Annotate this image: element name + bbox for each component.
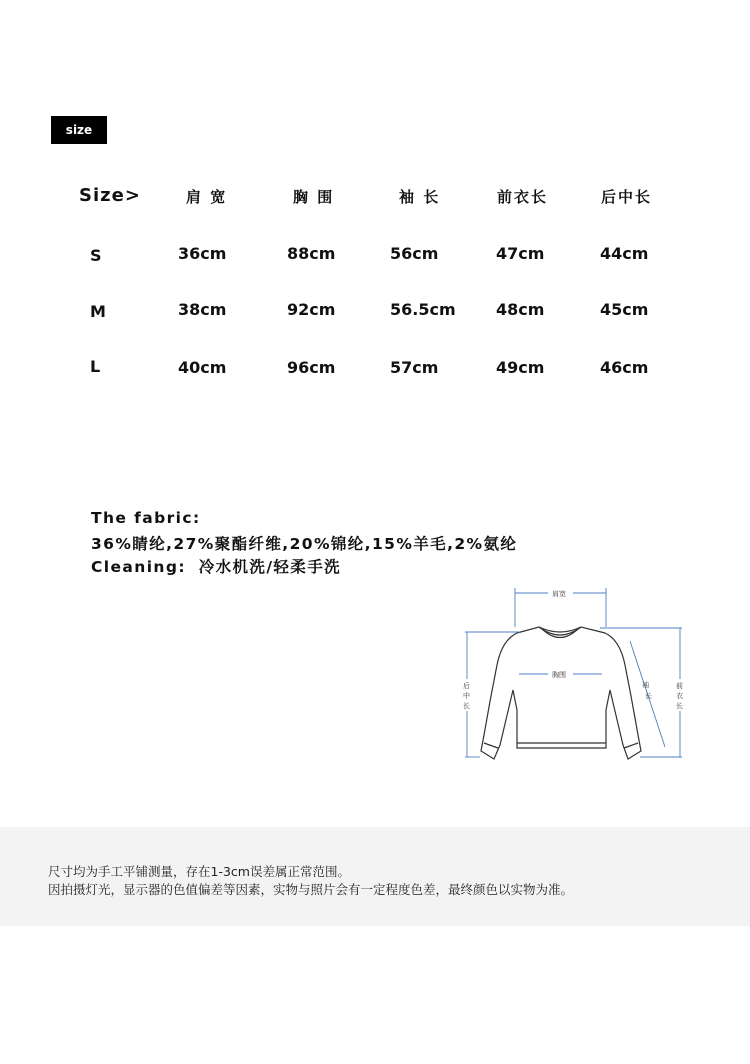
sweater-outline	[481, 627, 641, 759]
header-size: Size>	[79, 185, 141, 206]
cleaning-line	[91, 555, 341, 577]
table-cell: 56.5cm	[390, 300, 456, 319]
table-cell: 36cm	[178, 244, 227, 263]
measurement-lines	[465, 588, 682, 757]
table-cell: 44cm	[600, 244, 649, 263]
label-chest: 胸围	[552, 671, 566, 679]
label-front: 前	[676, 682, 683, 690]
row-l-label: L	[90, 357, 101, 376]
sweater-illustration	[460, 585, 690, 770]
diagram-labels	[462, 588, 685, 711]
table-cell: 49cm	[496, 358, 545, 377]
table-cell: 48cm	[496, 300, 545, 319]
label-shoulder: 肩宽	[552, 590, 566, 598]
table-cell: 46cm	[600, 358, 649, 377]
note-measurement: 尺寸均为手工平铺测量，存在1-3cm误差属正常范围。	[48, 864, 350, 879]
row-s-label: S	[90, 246, 102, 265]
size-tag: size	[51, 116, 107, 144]
header-sleeve: 袖 长	[399, 188, 441, 206]
fabric-composition: 36%睛纶,27%聚酯纤维,20%锦纶,15%羊毛,2%氨纶	[91, 535, 518, 553]
header-front-length: 前衣长	[497, 188, 549, 206]
table-cell: 45cm	[600, 300, 649, 319]
label-sleeve: 袖	[642, 681, 649, 689]
table-cell: 88cm	[287, 244, 336, 263]
label-front: 衣	[676, 692, 683, 700]
label-sleeve: 长	[645, 692, 652, 700]
sweater-measurement-diagram	[460, 585, 690, 770]
cleaning-value: 冷水机洗/轻柔手洗	[198, 558, 341, 576]
table-cell: 38cm	[178, 300, 227, 319]
label-back: 中	[463, 692, 470, 700]
table-cell: 92cm	[287, 300, 336, 319]
header-chest: 胸 围	[293, 188, 335, 206]
header-shoulder: 肩 宽	[186, 188, 228, 206]
table-cell: 56cm	[390, 244, 439, 263]
header-back-length: 后中长	[601, 188, 653, 206]
fabric-title: The fabric:	[91, 509, 201, 527]
label-back: 长	[463, 702, 470, 710]
table-cell: 47cm	[496, 244, 545, 263]
footer-notes-panel	[0, 827, 750, 926]
table-cell: 40cm	[178, 358, 227, 377]
table-cell: 96cm	[287, 358, 336, 377]
label-front: 长	[676, 702, 683, 710]
row-m-label: M	[90, 302, 106, 321]
label-back: 后	[463, 682, 470, 690]
cleaning-label: Cleaning:	[91, 558, 186, 576]
note-color: 因拍摄灯光，显示器的色值偏差等因素，实物与照片会有一定程度色差，最终颜色以实物为准。	[48, 882, 574, 897]
table-cell: 57cm	[390, 358, 439, 377]
